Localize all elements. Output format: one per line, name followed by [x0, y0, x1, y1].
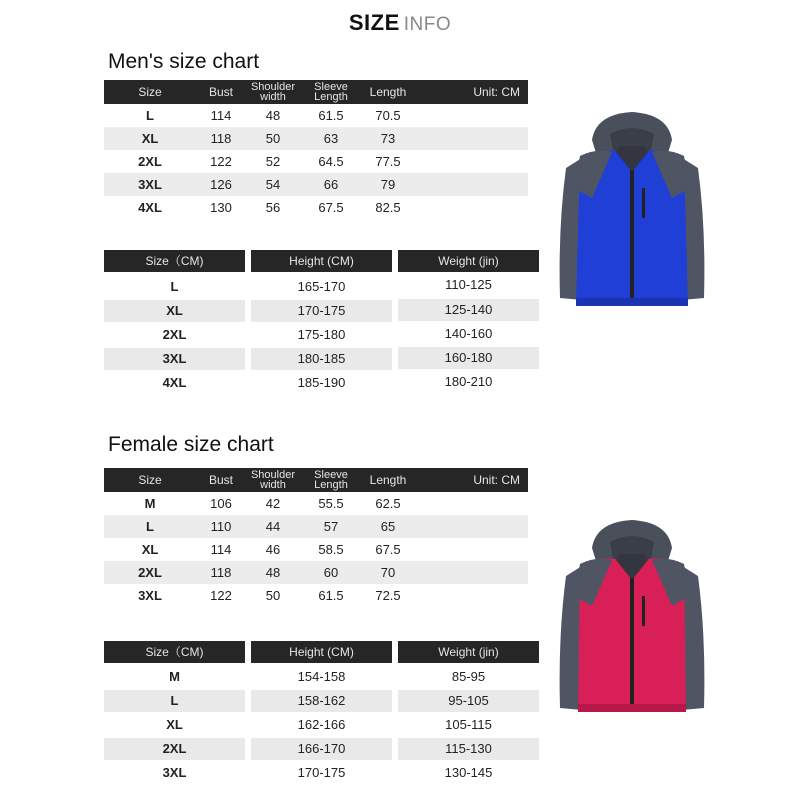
- shoulder-cell: 42: [265, 496, 281, 511]
- empty-cell: [414, 104, 528, 127]
- empty-cell: [414, 150, 528, 173]
- female-section-title: Female size chart: [108, 433, 274, 456]
- length-cell: 79: [362, 173, 414, 196]
- sleeve-cell: 64.5: [318, 154, 344, 169]
- fit-height-cell: 185-190: [297, 375, 346, 390]
- empty-cell: [414, 561, 528, 584]
- length-cell: 70: [362, 561, 414, 584]
- size-cell: 4XL: [138, 200, 162, 215]
- header-length: Length: [362, 468, 414, 492]
- fit-size-cell: 3XL: [162, 765, 187, 780]
- fit-weight-cell: 180-210: [444, 374, 493, 389]
- size-cell: L: [146, 108, 154, 123]
- bust-cell: 118: [196, 561, 246, 584]
- sleeve-cell: 58.5: [318, 542, 344, 557]
- fit-weight-cell: 140-160: [444, 326, 493, 341]
- fit-header-height: Height (CM): [251, 250, 392, 272]
- size-cell: L: [104, 515, 196, 538]
- fit-size-cell: 3XL: [104, 348, 245, 370]
- table-row: [104, 104, 528, 127]
- header-shoulder: Shoulder width: [246, 468, 300, 492]
- fit-height-cell: 170-175: [251, 300, 392, 322]
- header-sleeve: Sleeve Length: [300, 468, 362, 492]
- fit-weight-cell: 105-115: [445, 717, 492, 732]
- shoulder-cell: 50: [265, 588, 281, 603]
- length-cell: 70.5: [375, 108, 401, 123]
- sleeve-cell: 55.5: [318, 496, 344, 511]
- header-length: Length: [362, 80, 414, 104]
- fit-size-cell: L: [170, 279, 179, 294]
- header-size: Size: [104, 468, 196, 492]
- page-title-bold: SIZE: [348, 10, 400, 35]
- bust-cell: 106: [210, 496, 232, 511]
- size-cell: 2XL: [138, 154, 162, 169]
- sleeve-cell: 57: [300, 515, 362, 538]
- fit-height-cell: 165-170: [297, 279, 346, 294]
- fit-header-weight: Weight (jin): [398, 641, 539, 663]
- table-row: [104, 538, 528, 561]
- fit-weight-cell: 130-145: [444, 765, 493, 780]
- header-sleeve: Sleeve Length: [300, 80, 362, 104]
- fit-height-cell: 170-175: [297, 765, 346, 780]
- size-cell: XL: [104, 127, 196, 150]
- header-shoulder: Shoulder width: [246, 80, 300, 104]
- size-cell: 3XL: [138, 588, 162, 603]
- table-row: [104, 196, 528, 219]
- bust-cell: 118: [196, 127, 246, 150]
- fit-size-cell: 2XL: [104, 738, 245, 760]
- sleeve-cell: 61.5: [318, 588, 344, 603]
- header-bust: Bust: [196, 468, 246, 492]
- fit-header-size: Size（CM): [104, 641, 245, 663]
- bust-cell: 126: [196, 173, 246, 196]
- fit-weight-cell: 160-180: [398, 347, 539, 369]
- sleeve-cell: 63: [300, 127, 362, 150]
- fit-weight-cell: 85-95: [451, 669, 486, 684]
- fit-header-weight: Weight (jin): [398, 250, 539, 272]
- fit-weight-cell: 95-105: [398, 690, 539, 712]
- length-cell: 77.5: [375, 154, 401, 169]
- table-row: [104, 127, 528, 150]
- fit-height-cell: 180-185: [251, 348, 392, 370]
- table-row: [104, 492, 528, 515]
- length-cell: 72.5: [375, 588, 401, 603]
- shoulder-cell: 54: [246, 173, 300, 196]
- sleeve-cell: 61.5: [318, 108, 344, 123]
- jacket-icon: [560, 112, 705, 306]
- female-measurement-table: [104, 468, 528, 607]
- shoulder-cell: 50: [246, 127, 300, 150]
- men-measurement-header: [104, 80, 528, 104]
- length-cell: 67.5: [375, 542, 401, 557]
- fit-size-cell: 2XL: [162, 327, 187, 342]
- header-size: Size: [104, 80, 196, 104]
- shoulder-cell: 52: [265, 154, 281, 169]
- female-measurement-header: [104, 468, 528, 492]
- men-jacket-image: [552, 108, 712, 308]
- table-row: [104, 561, 528, 584]
- bust-cell: 114: [210, 108, 232, 123]
- table-row: [104, 584, 528, 607]
- length-cell: 65: [362, 515, 414, 538]
- page-title-light: INFO: [403, 14, 452, 35]
- empty-cell: [414, 538, 528, 561]
- sleeve-cell: 67.5: [318, 200, 344, 215]
- fit-height-cell: 175-180: [297, 327, 346, 342]
- jacket-icon: [560, 520, 705, 712]
- empty-cell: [414, 127, 528, 150]
- fit-header-size: Size（CM): [104, 250, 245, 272]
- fit-height-cell: 166-170: [251, 738, 392, 760]
- size-cell: XL: [141, 542, 159, 557]
- size-cell: 3XL: [104, 173, 196, 196]
- header-unit: Unit: CM: [414, 468, 528, 492]
- bust-cell: 122: [210, 154, 232, 169]
- table-row: [104, 515, 528, 538]
- fit-weight-cell: 110-125: [445, 277, 492, 292]
- table-row: [104, 173, 528, 196]
- fit-height-cell: 158-162: [251, 690, 392, 712]
- table-row: [104, 150, 528, 173]
- fit-weight-cell: 115-130: [398, 738, 539, 760]
- sleeve-cell: 60: [300, 561, 362, 584]
- header-unit: Unit: CM: [414, 80, 528, 104]
- fit-header-height: Height (CM): [251, 641, 392, 663]
- fit-weight-cell: 125-140: [398, 299, 539, 321]
- fit-size-cell: 4XL: [162, 375, 187, 390]
- shoulder-cell: 46: [265, 542, 281, 557]
- bust-cell: 122: [210, 588, 232, 603]
- empty-cell: [414, 515, 528, 538]
- men-measurement-table: [104, 80, 528, 219]
- men-section-title: Men's size chart: [108, 50, 260, 73]
- length-cell: 73: [362, 127, 414, 150]
- empty-cell: [414, 173, 528, 196]
- fit-height-cell: 162-166: [297, 717, 346, 732]
- bust-cell: 130: [210, 200, 232, 215]
- header-bust: Bust: [196, 80, 246, 104]
- size-cell: M: [144, 496, 156, 511]
- empty-cell: [414, 492, 528, 515]
- shoulder-cell: 48: [246, 561, 300, 584]
- size-cell: 2XL: [104, 561, 196, 584]
- bust-cell: 110: [196, 515, 246, 538]
- fit-size-cell: XL: [166, 717, 183, 732]
- female-jacket-image: [552, 516, 712, 716]
- length-cell: 62.5: [375, 496, 401, 511]
- empty-cell: [414, 196, 528, 219]
- sleeve-cell: 66: [300, 173, 362, 196]
- fit-size-cell: M: [169, 669, 180, 684]
- fit-size-cell: XL: [104, 300, 245, 322]
- page-title: [0, 10, 800, 36]
- shoulder-cell: 48: [265, 108, 281, 123]
- bust-cell: 114: [210, 542, 232, 557]
- shoulder-cell: 56: [265, 200, 281, 215]
- fit-height-cell: 154-158: [297, 669, 346, 684]
- fit-size-cell: L: [104, 690, 245, 712]
- shoulder-cell: 44: [246, 515, 300, 538]
- length-cell: 82.5: [375, 200, 401, 215]
- empty-cell: [414, 584, 528, 607]
